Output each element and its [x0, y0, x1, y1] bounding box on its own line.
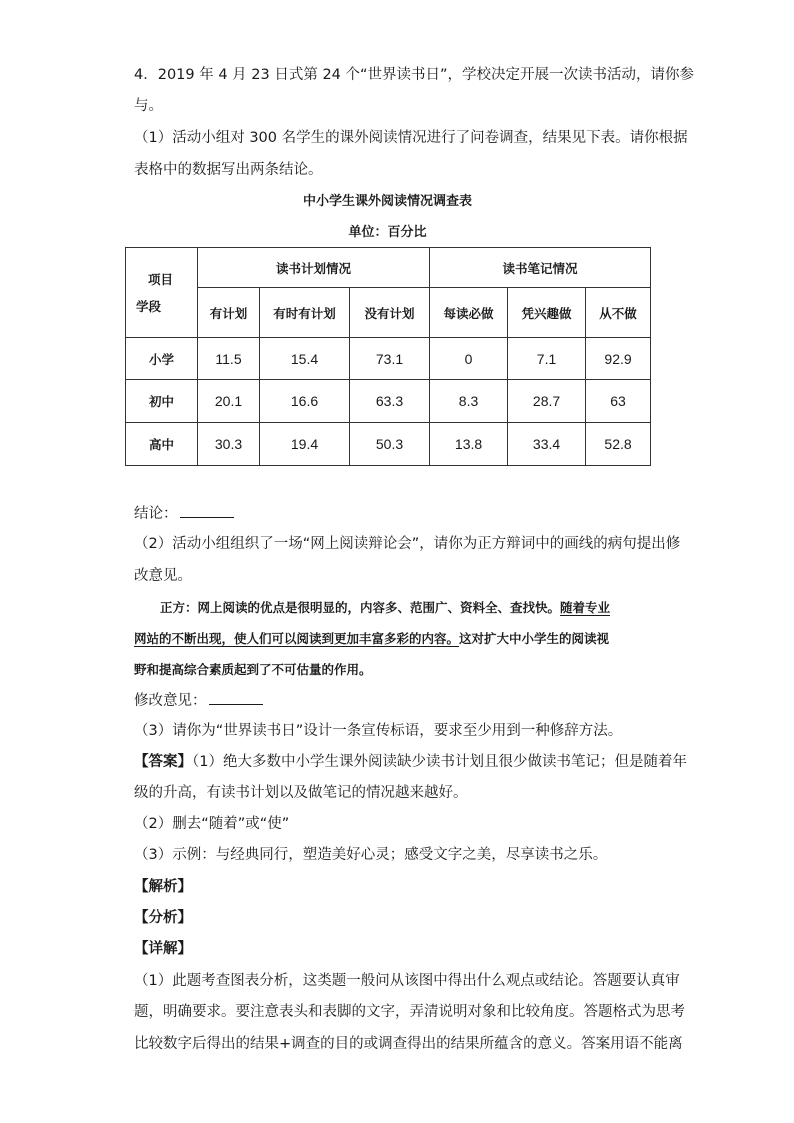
conclusion-line [134, 503, 234, 524]
column-header: 有计划 [198, 288, 260, 338]
table-cell: 33.4 [508, 423, 586, 466]
revise-blank[interactable] [209, 690, 263, 705]
detail-line-2: 题，明确要求。要注意表头和表脚的文字，弄清说明对象和比较角度。答题格式为思考 [134, 1004, 685, 1020]
column-header: 没有计划 [350, 288, 430, 338]
part2-line-1: （2）活动小组组织了一场“网上阅读辩论会”，请你为正方辩词中的画线的病句提出修 [134, 536, 681, 552]
detail-line-1: （1）此题考查图表分析，这类题一般问从该图中得出什么观点或结论。答题要认真审 [134, 973, 680, 989]
part1-line-2: 表格中的数据写出两条结论。 [134, 162, 323, 178]
table-cell: 63 [586, 380, 651, 423]
table-cell: 16.6 [260, 380, 350, 423]
table-header-row-1 [126, 248, 651, 288]
debate-text: 这对扩大中小学生的阅读视 [459, 631, 610, 646]
column-header: 从不做 [586, 288, 651, 338]
question-line-1: 4．2019 年 4 月 23 日式第 24 个“世界读书日”，学校决定开展一次读书活动，请你参 [134, 67, 695, 83]
conclusion-label: 结论： [134, 506, 178, 522]
table-cell: 92.9 [586, 338, 651, 380]
table-header-row-2 [126, 288, 651, 338]
revise-line [134, 690, 263, 711]
answer-2: （2）删去“随着”或“使” [134, 816, 290, 832]
table-cell: 7.1 [508, 338, 586, 380]
table-cell: 8.3 [430, 380, 508, 423]
column-header: 每读必做 [430, 288, 508, 338]
part3-line-1: （3）请你为“世界读书日”设计一条宣传标语，要求至少用到一种修辞方法。 [134, 723, 623, 739]
table-row [126, 338, 651, 380]
table-corner-cell [126, 248, 198, 338]
corner-top-label: 项目 [148, 272, 174, 287]
debate-line-2 [134, 629, 609, 649]
column-header: 凭兴趣做 [508, 288, 586, 338]
debate-text: 正方：网上阅读的优点是很明显的，内容多、范围广、资料全、查找快。 [160, 600, 561, 615]
table-cell: 28.7 [508, 380, 586, 423]
table-cell: 52.8 [586, 423, 651, 466]
debate-line-1 [160, 598, 610, 618]
group-header-notes: 读书笔记情况 [430, 248, 651, 288]
row-label: 小学 [126, 338, 198, 380]
answer-1-text: （1）绝大多数中小学生课外阅读缺少读书计划且很少做读书笔记；但是随着年 [192, 754, 687, 770]
table-cell: 73.1 [350, 338, 430, 380]
column-header: 有时有计划 [260, 288, 350, 338]
debate-underlined-text: 网站的不断出现，使人们可以阅读到更加丰富多彩的内容。 [134, 631, 460, 646]
table-cell: 0 [430, 338, 508, 380]
answer-3: （3）示例：与经典同行，塑造美好心灵；感受文字之美，尽享读书之乐。 [134, 847, 608, 863]
table-cell: 13.8 [430, 423, 508, 466]
part1-line-1: （1）活动小组对 300 名学生的课外阅读情况进行了问卷调查，结果见下表。请你根据 [134, 130, 688, 146]
group-header-plan: 读书计划情况 [198, 248, 430, 288]
table-cell: 11.5 [198, 338, 260, 380]
analysis-sub-tag: 【分析】 [134, 910, 192, 926]
table-unit: 单位：百分比 [348, 225, 427, 240]
table-cell: 50.3 [350, 423, 430, 466]
table-cell: 15.4 [260, 338, 350, 380]
table-row [126, 423, 651, 466]
revise-label: 修改意见： [134, 693, 207, 709]
table-cell: 19.4 [260, 423, 350, 466]
row-label: 高中 [126, 423, 198, 466]
row-label: 初中 [126, 380, 198, 423]
detail-tag: 【详解】 [134, 941, 192, 957]
debate-line-3: 野和提高综合素质起到了不可估量的作用。 [134, 662, 372, 677]
table-row [126, 380, 651, 423]
part2-line-2: 改意见。 [134, 568, 192, 584]
question-line-2: 与。 [134, 98, 163, 114]
analysis-tag: 【解析】 [134, 879, 192, 895]
debate-underlined-text: 随着专业 [560, 600, 611, 615]
survey-table [125, 247, 651, 466]
table-cell: 30.3 [198, 423, 260, 466]
conclusion-blank[interactable] [180, 503, 234, 518]
table-title: 中小学生课外阅读情况调查表 [302, 194, 472, 209]
table-cell: 63.3 [350, 380, 430, 423]
answer-line-1 [134, 752, 687, 772]
corner-bottom-label: 学段 [136, 299, 162, 314]
table-cell: 20.1 [198, 380, 260, 423]
answer-line-2: 级的升高，有读书计划以及做笔记的情况越来越好。 [134, 785, 468, 801]
answer-tag: 【答案】 [134, 754, 192, 770]
detail-line-3: 比较数字后得出的结果+调查的目的或调查得出的结果所蕴含的意义。答案用语不能离 [134, 1036, 683, 1052]
